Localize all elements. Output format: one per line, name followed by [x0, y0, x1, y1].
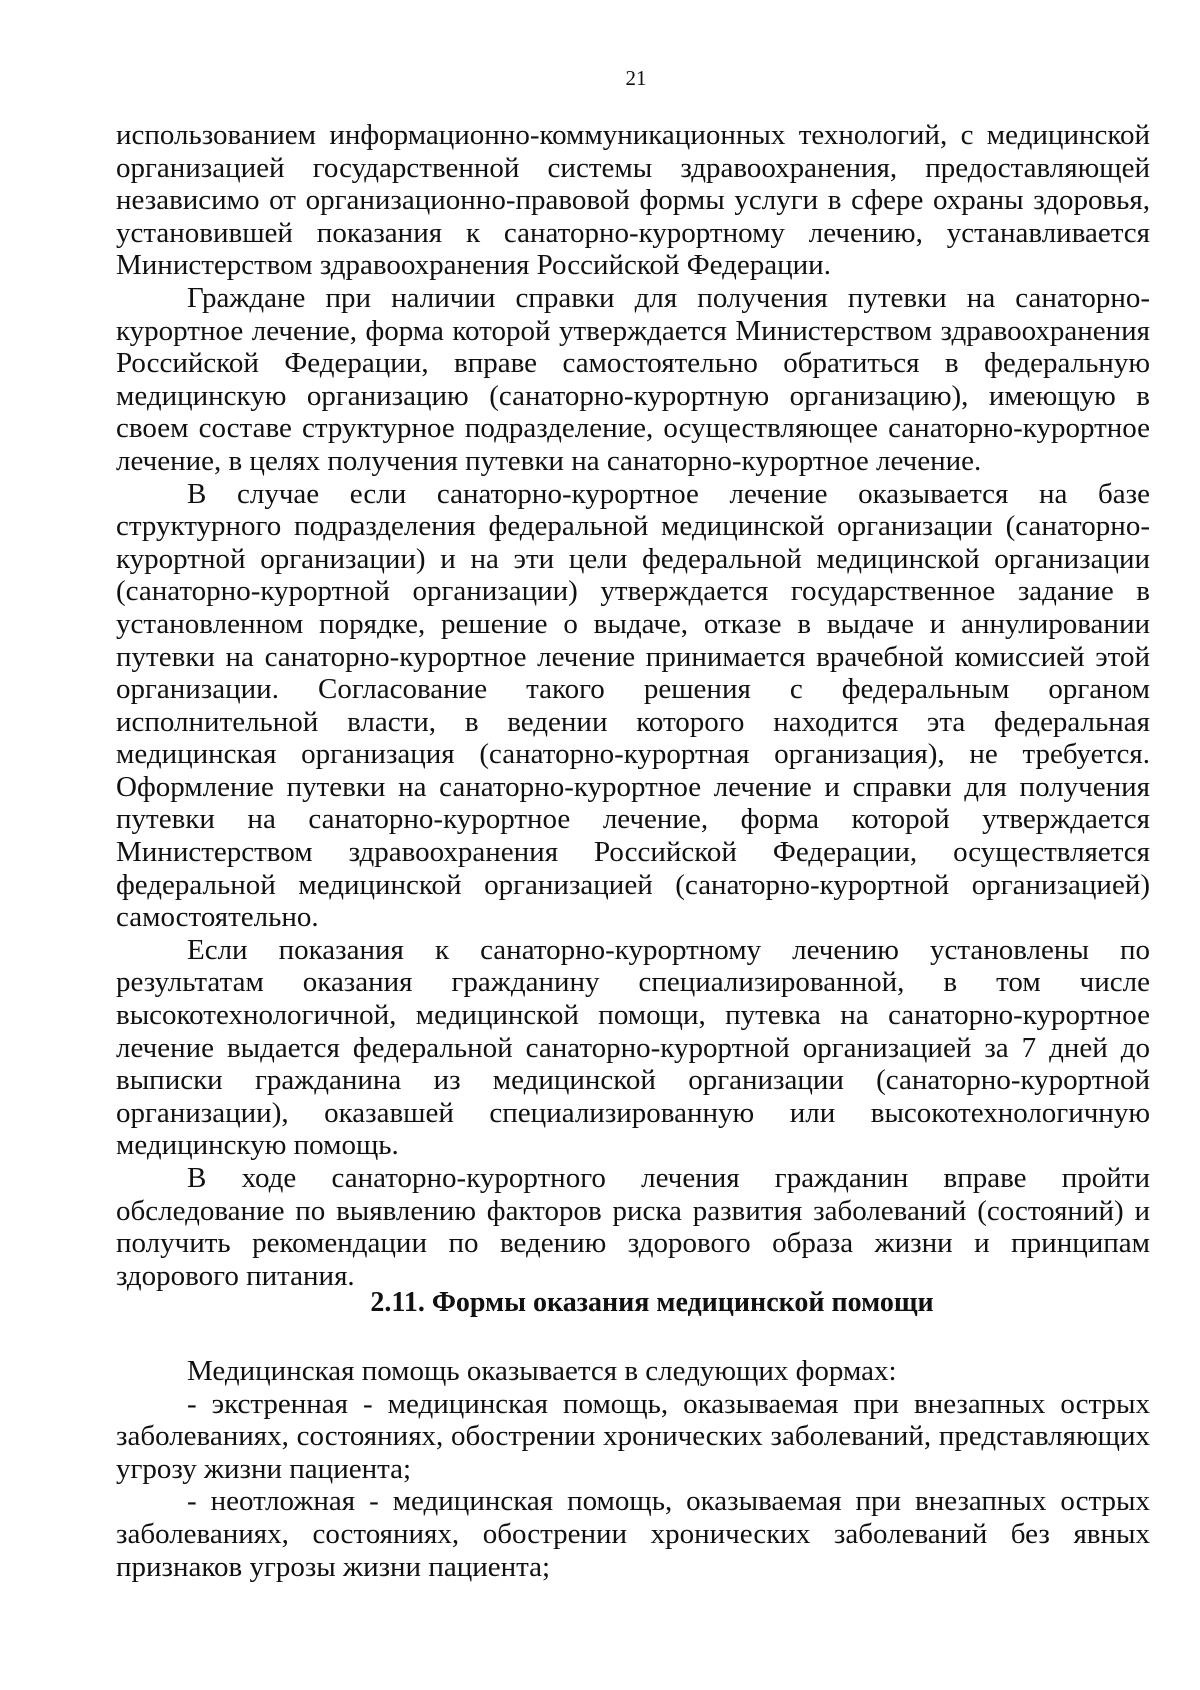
- section-intro: Медицинская помощь оказывается в следующих формах:: [187, 1355, 897, 1387]
- list-item: - неотложная - медицинская помощь, оказываемая при внезапных острых заболеваниях, состояниях, обострении хронических заболеваний без явных признаков угрозы жизни пациента;: [116, 1485, 1150, 1583]
- paragraph-structural-division: В случае если санаторно-курортное лечение оказывается на базе структурного подразделения федеральной медицинской организации (санаторно-курортной организации) и на эти цели федеральной медицинской организации (санаторно-курортной организации) утверждается государственное задание в установленном порядке, решение о выдаче, отказе в выдаче и аннулировании путевки на санаторно-курортное лечение принимается врачебной комиссией этой организации. Согласование такого решения с федеральным органом исполнительной власти, в ведении которого находится эта федеральная медицинская организация (санаторно-курортная организация), не требуется. Оформление путевки на санаторно-курортное лечение и справки для получения путевки на санаторно-курортное лечение, форма которой утверждается Министерством здравоохранения Российской Федерации, осуществляется федеральной медицинской организацией (санаторно-курортной организацией) самостоятельно.: [116, 477, 1150, 934]
- paragraph-high-tech-care: Если показания к санаторно-курортному лечению установлены по результатам оказания гражданину специализированной, в том числе высокотехнологичной, медицинской помощи, путевка на санаторно-курортное лечение выдается федеральной санаторно-курортной организацией за 7 дней до выписки гражданина из медицинской организации (санаторно-курортной организации), оказавшей специализированную или высокотехнологичную медицинскую помощь.: [116, 933, 1150, 1162]
- paragraph-referral-certificate: Граждане при наличии справки для получения путевки на санаторно-курортное лечение, форма которой утверждается Министерством здравоохранения Российской Федерации, вправе самостоятельно обратиться в федеральную медицинскую организацию (санаторно-курортную организацию), имеющую в своем составе структурное подразделение, осуществляющее санаторно-курортное лечение, в целях получения путевки на санаторно-курортное лечение.: [116, 281, 1150, 477]
- section-body: [116, 1355, 1150, 1583]
- list-item: - экстренная - медицинская помощь, оказываемая при внезапных острых заболеваниях, состояниях, обострении хронических заболеваний, представляющих угрозу жизни пациента;: [116, 1387, 1150, 1485]
- paragraph-continuation: использованием информационно-коммуникационных технологий, с медицинской организацией государственной системы здравоохранения, предоставляющей независимо от организационно-правовой формы услуги в сфере охраны здоровья, установившей показания к санаторно-курортному лечению, устанавливается Министерством здравоохранения Российской Федерации.: [116, 119, 1150, 282]
- section-heading: 2.11. Формы оказания медицинской помощи: [370, 1287, 934, 1318]
- page-number: 21: [625, 66, 647, 90]
- paragraph-examination: В ходе санаторно-курортного лечения гражданин вправе пройти обследование по выявлению факторов риска развития заболеваний (состояний) и получить рекомендации по ведению здорового образа жизни и принципам здорового питания.: [116, 1162, 1150, 1292]
- body-text: [116, 119, 1150, 1292]
